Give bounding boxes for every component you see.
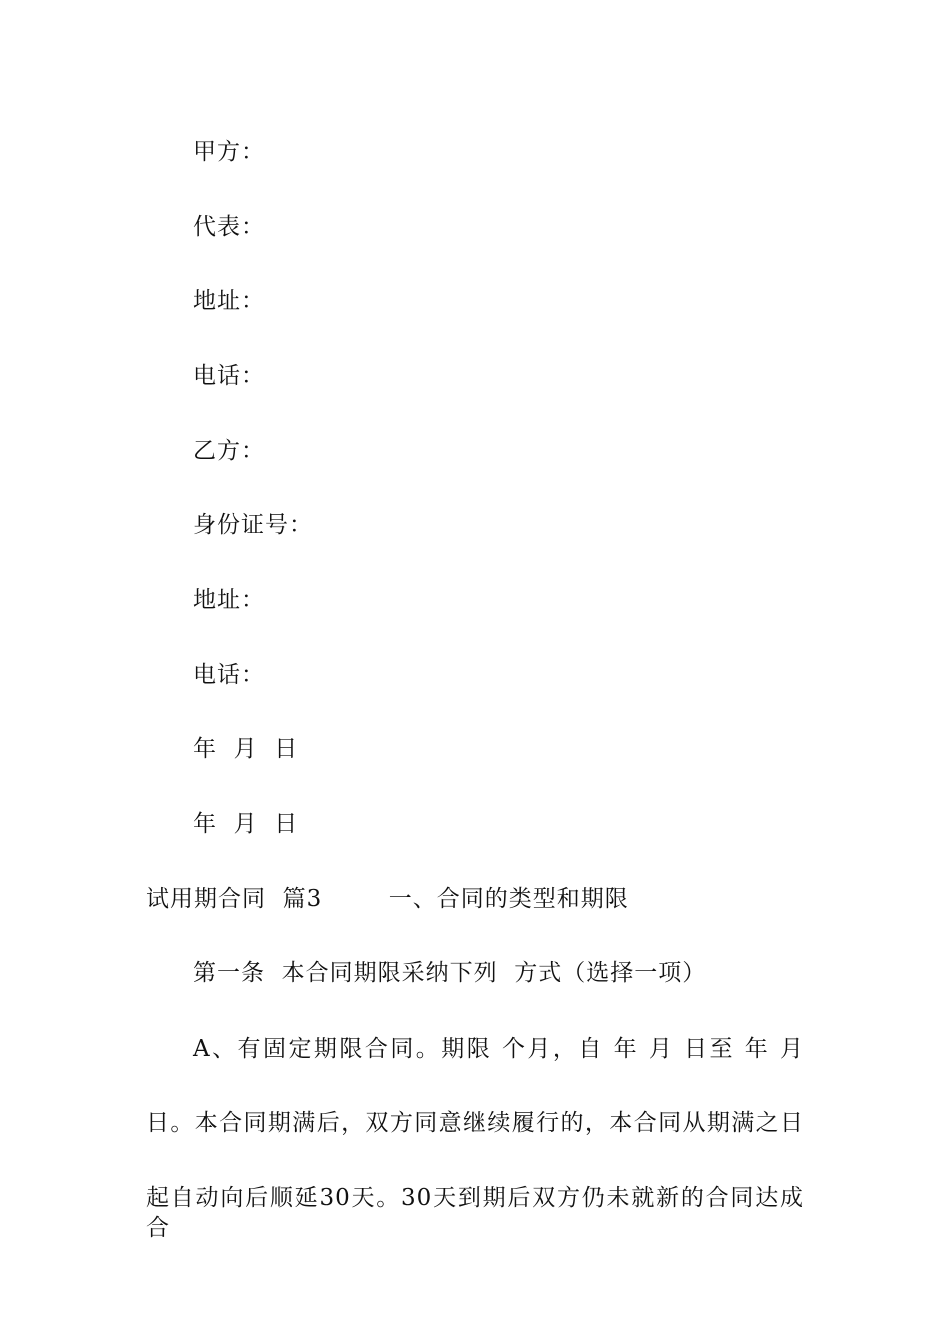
date-line: 年 月 日: [193, 736, 299, 762]
article-1: 第一条 本合同期限采纳下列 方式（选择一项）: [193, 960, 707, 986]
paragraph-line: 起自动向后顺延30天。30天到期后双方仍未就新的合同达成合: [146, 1185, 804, 1241]
paragraph-line: 日。本合同期满后，双方同意继续履行的，本合同从期满之日: [146, 1110, 804, 1136]
party-a-phone-label: 电话：: [193, 363, 265, 389]
date-line: 年 月 日: [193, 811, 299, 837]
party-b-label: 乙方：: [193, 438, 265, 464]
party-a-label: 甲方：: [193, 139, 265, 165]
party-a-address-label: 地址：: [193, 288, 265, 314]
party-b-address-label: 地址：: [193, 587, 265, 613]
id-number-label: 身份证号：: [193, 512, 313, 538]
party-b-phone-label: 电话：: [193, 662, 265, 688]
section-heading: 试用期合同 篇3 一、合同的类型和期限: [146, 886, 629, 912]
paragraph-line: A、有固定期限合同。期限 个月，自 年 月 日至 年 月: [193, 1036, 804, 1062]
representative-label: 代表：: [193, 214, 265, 240]
